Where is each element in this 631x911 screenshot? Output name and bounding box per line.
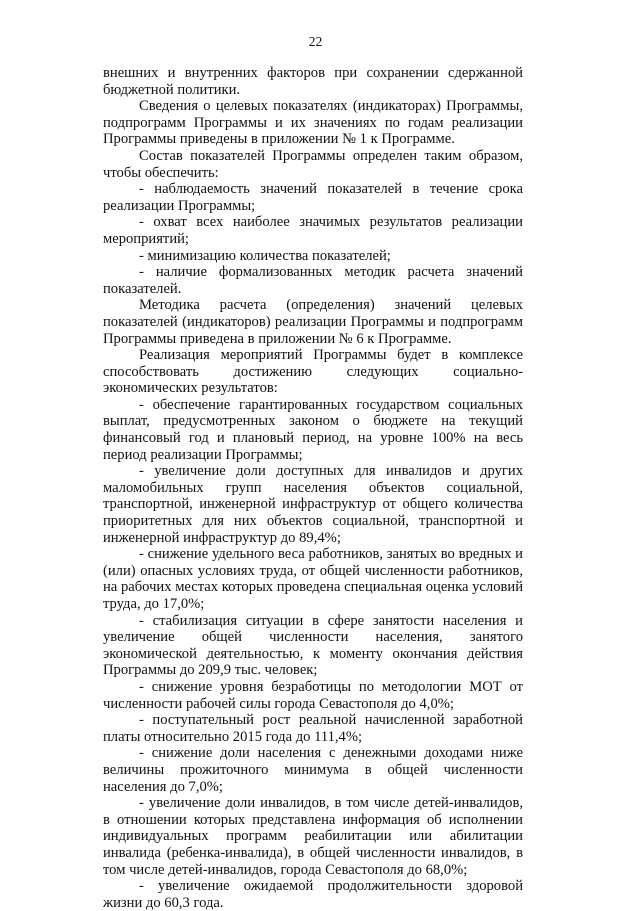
- list-item: - обеспечение гарантированных государством социальных выплат, предусмотренных законом о бюджете на текущий финансовый год и плановый период, на уровне 100% на весь период реализации Программы;: [103, 396, 523, 463]
- list-item: - снижение удельного веса работников, занятых во вредных и (или) опасных условиях труда, от общей численности работников, на рабочих местах которых проведена специальная оценка условий труда, до 17,0%;: [103, 546, 523, 612]
- paragraph-expected-results: Реализация мероприятий Программы будет в комплексе способствовать достижению следующих социально-экономических результатов:: [103, 347, 523, 397]
- page-number: 22: [308, 34, 323, 49]
- list-item: - снижение доли населения с денежными доходами ниже величины прожиточного минимума в общей численности населения до 7,0%;: [103, 745, 523, 795]
- list-item: - увеличение ожидаемой продолжительности здоровой жизни до 60,3 года.: [103, 878, 523, 911]
- list-item: - поступательный рост реальной начисленной заработной платы относительно 2015 года до 111,4%;: [103, 712, 523, 745]
- paragraph-budget-policy: внешних и внутренних факторов при сохранении сдержанной бюджетной политики.: [103, 65, 523, 98]
- paragraph-methodology: Методика расчета (определения) значений целевых показателей (индикаторов) реализации Программы и подпрограмм Программы приведена в приложении № 6 к Программе.: [103, 297, 523, 347]
- list-item: - наличие формализованных методик расчета значений показателей.: [103, 264, 523, 297]
- document-body: [103, 65, 523, 911]
- list-item: - увеличение доли инвалидов, в том числе детей-инвалидов, в отношении которых представлена информация об исполнении индивидуальных программ реабилитации или абилитации инвалида (ребенка-инвалида), в общей численности инвалидов, в том числе детей-инвалидов, города Севастополя до 68,0%;: [103, 795, 523, 878]
- paragraph-target-indicators: Сведения о целевых показателях (индикаторах) Программы, подпрограмм Программы и их значениях по годам реализации Программы приведены в приложении № 1 к Программе.: [103, 98, 523, 148]
- list-item: - минимизацию количества показателей;: [139, 247, 391, 264]
- list-item: - стабилизация ситуации в сфере занятости населения и увеличение общей численности населения, занятого экономической деятельностью, к моменту окончания действия Программы до 209,9 тыс. человек;: [103, 612, 523, 679]
- list-item: - снижение уровня безработицы по методологии МОТ от численности рабочей силы города Севастополя до 4,0%;: [103, 678, 523, 712]
- list-item: - наблюдаемость значений показателей в течение срока реализации Программы;: [103, 181, 523, 214]
- list-item: - охват всех наиболее значимых результатов реализации мероприятий;: [103, 214, 523, 247]
- list-item: - увеличение доли доступных для инвалидов и других маломобильных групп населения объектов социальной, транспортной, инженерной инфраструктур от общего количества приоритетных для них объектов социальной, транспортной и инженерной инфраструктур до 89,4%;: [103, 463, 523, 546]
- paragraph-indicators-composition: Состав показателей Программы определен таким образом, чтобы обеспечить:: [103, 147, 523, 181]
